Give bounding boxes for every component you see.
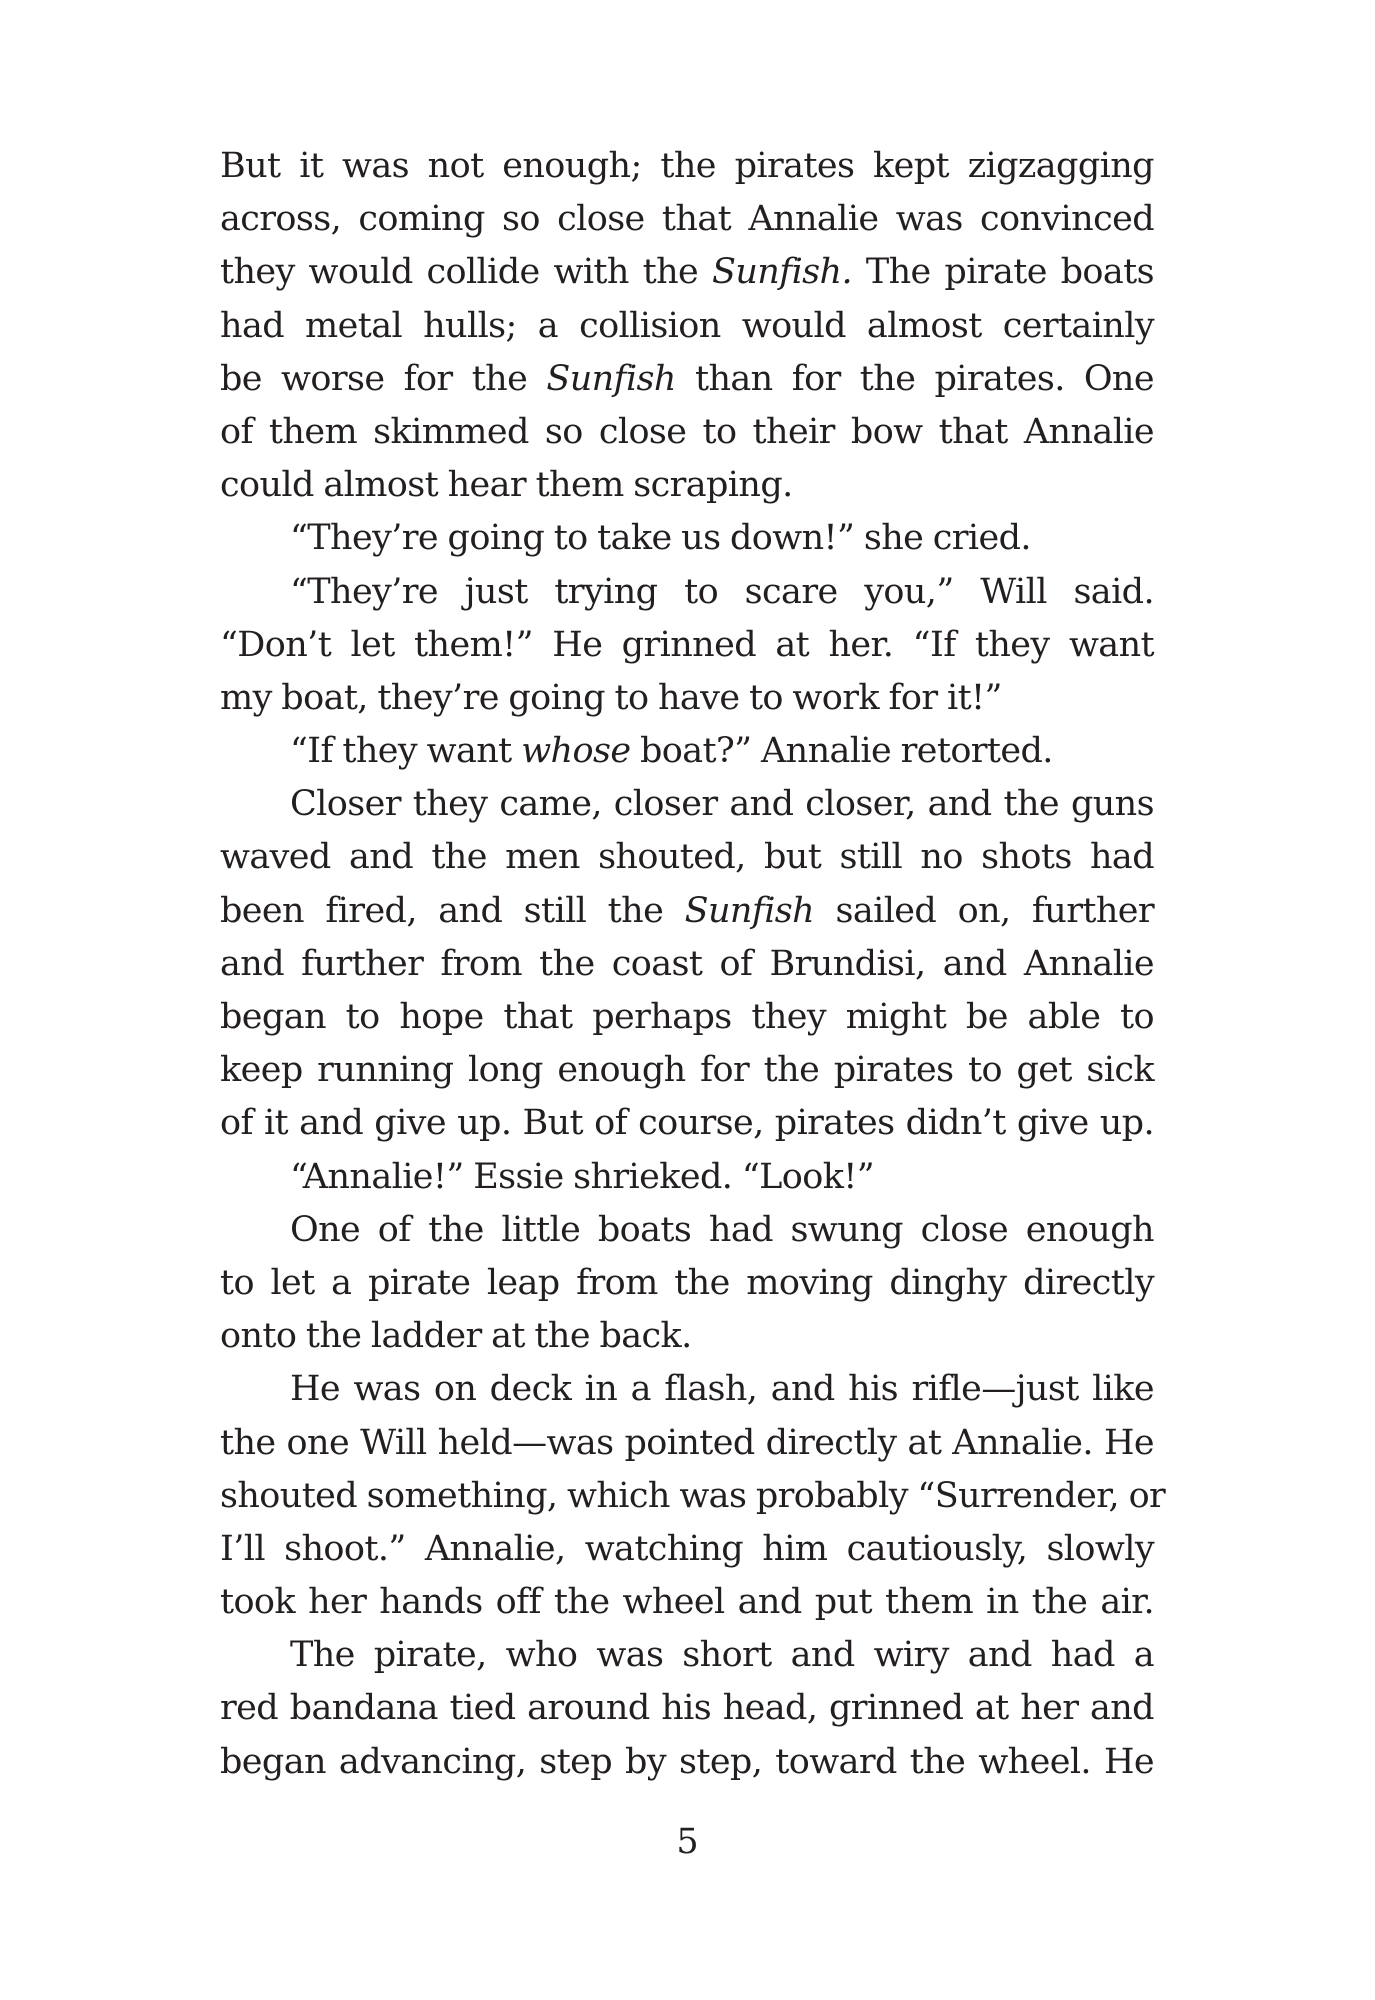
text-line: had metal hulls; a collision would almost certainly (220, 305, 1154, 346)
text-line: across, coming so close that Annalie was convinced (220, 199, 1154, 240)
text-line: began advancing, step by step, toward the wheel. He (220, 1741, 1154, 1782)
text-line: could almost hear them scraping. (220, 465, 793, 506)
text-line: been fired, and still the Sunfish sailed on, further (220, 890, 1155, 931)
text-line: “They’re just trying to scare you,” Will said. (290, 571, 1154, 612)
text-line: One of the little boats had swung close enough (290, 1209, 1154, 1250)
text-line: of it and give up. But of course, pirates didn’t give up. (220, 1103, 1154, 1144)
text-line: of them skimmed so close to their bow that Annalie (220, 411, 1154, 452)
text-line: onto the ladder at the back. (220, 1316, 692, 1357)
text-line: shouted something, which was probably “Surrender, or (220, 1475, 1166, 1516)
text-line: But it was not enough; the pirates kept zigzagging (220, 146, 1154, 186)
text-line: The pirate, who was short and wiry and had a (290, 1635, 1154, 1676)
text-line: be worse for the Sunfish than for the pirates. One (220, 358, 1154, 399)
text-line: keep running long enough for the pirates to get sick (220, 1050, 1154, 1091)
text-line: “Annalie!” Essie shrieked. “Look!” (290, 1156, 875, 1197)
text-line: and further from the coast of Brundisi, and Annalie (220, 943, 1154, 984)
text-line: took her hands off the wheel and put them in the air. (220, 1582, 1154, 1623)
text-line: red bandana tied around his head, grinned at her and (220, 1688, 1154, 1729)
text-line: “Don’t let them!” He grinned at her. “If they want (220, 624, 1154, 665)
text-line: the one Will held—was pointed directly at Annalie. He (220, 1422, 1154, 1463)
text-line: they would collide with the Sunfish. The pirate boats (220, 252, 1154, 293)
text-line: my boat, they’re going to have to work for it!” (220, 677, 1002, 718)
text-line: to let a pirate leap from the moving dinghy directly (220, 1262, 1154, 1303)
body-text (220, 140, 1166, 1789)
text-line: began to hope that perhaps they might be able to (220, 997, 1154, 1037)
text-line: I’ll shoot.” Annalie, watching him cautiously, slowly (220, 1528, 1154, 1569)
text-line: “If they want whose boat?” Annalie retorted. (290, 731, 1053, 772)
text-line: Closer they came, closer and closer, and the guns (290, 784, 1154, 825)
text-line: “They’re going to take us down!” she cried. (290, 518, 1031, 559)
text-line: waved and the men shouted, but still no shots had (220, 837, 1154, 878)
page-number: 5 (676, 1822, 699, 1862)
text-line: He was on deck in a flash, and his rifle—just like (290, 1369, 1154, 1410)
